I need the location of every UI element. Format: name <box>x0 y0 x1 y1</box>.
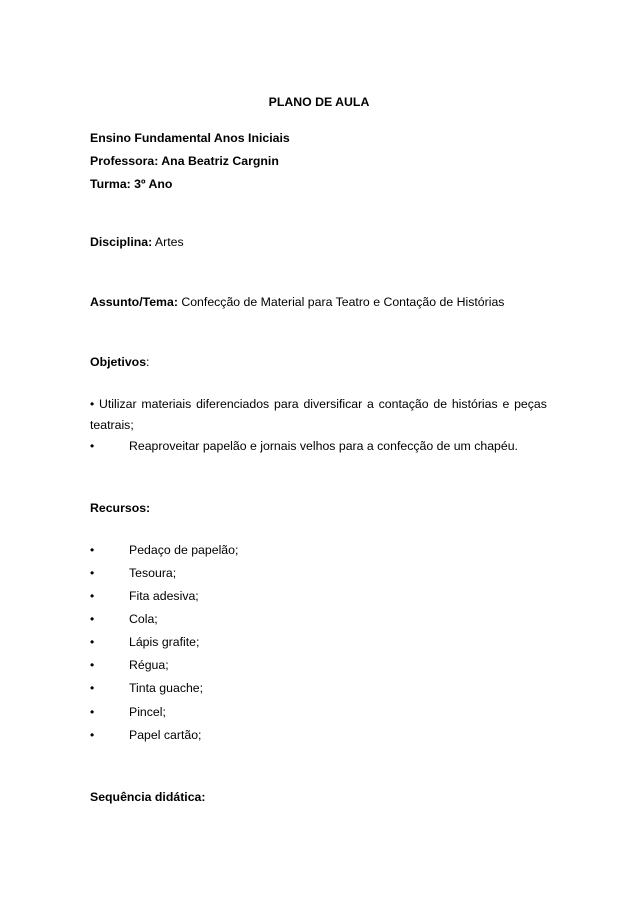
objective-item-1 <box>90 396 547 412</box>
objective-word: diversificar <box>303 397 363 411</box>
resource-text: Pincel; <box>129 705 166 719</box>
document-title: PLANO DE AULA <box>268 95 370 109</box>
bullet-icon: • <box>90 658 95 672</box>
objective-word: materiais <box>141 397 192 411</box>
resource-text: Papel cartão; <box>129 728 202 742</box>
objective-item-2 <box>90 438 518 454</box>
objective-word: contação <box>378 397 429 411</box>
discipline-line <box>90 234 184 250</box>
resource-text: Régua; <box>129 658 169 672</box>
discipline-value: Artes <box>152 235 184 249</box>
resource-text: Tesoura; <box>129 566 177 580</box>
school-level: Ensino Fundamental Anos Iniciais <box>90 131 290 145</box>
bullet-icon: • <box>90 566 95 580</box>
objective-word: para <box>274 397 299 411</box>
resource-item <box>90 588 199 604</box>
resources-heading: Recursos: <box>90 501 151 515</box>
subject-line <box>90 294 504 310</box>
bullet-icon: • <box>90 728 95 742</box>
objectives-suffix: : <box>146 355 150 369</box>
resource-item <box>90 680 203 696</box>
bullet-icon: • <box>90 681 95 695</box>
bullet-icon: • <box>90 635 95 649</box>
bullet-icon: • <box>90 589 95 603</box>
sequence-heading: Sequência didática: <box>90 790 206 804</box>
bullet-icon: • <box>90 397 95 411</box>
class-grade: Turma: 3º Ano <box>90 177 173 191</box>
resource-item <box>90 634 199 650</box>
bullet-icon: • <box>90 543 95 557</box>
objective-word: histórias <box>451 397 498 411</box>
resource-text: Cola; <box>129 612 158 626</box>
objective-word: diferenciados <box>196 397 270 411</box>
subject-label: Assunto/Tema: <box>90 295 178 309</box>
discipline-label: Disciplina: <box>90 235 153 249</box>
objective-item-1-continuation: teatrais; <box>90 418 134 432</box>
objective-word: de <box>433 397 448 411</box>
objectives-label: Objetivos <box>90 355 147 369</box>
objective-text: Reaproveitar papelão e jornais velhos para a confecção de um chapéu. <box>129 439 518 453</box>
objective-word: a <box>367 397 374 411</box>
resource-item <box>90 727 201 743</box>
resource-item <box>90 565 176 581</box>
bullet-icon: • <box>90 612 95 626</box>
resource-text: Tinta guache; <box>129 681 204 695</box>
resource-item <box>90 542 238 558</box>
resource-text: Pedaço de papelão; <box>129 543 239 557</box>
bullet-icon: • <box>90 439 95 453</box>
resource-text: Fita adesiva; <box>129 589 199 603</box>
objective-word: Utilizar <box>99 397 137 411</box>
subject-value: Confecção de Material para Teatro e Contação de Histórias <box>177 295 505 309</box>
resource-item <box>90 611 158 627</box>
objectives-heading <box>90 354 149 370</box>
bullet-icon: • <box>90 705 95 719</box>
objective-word: peças <box>514 397 547 411</box>
teacher-name: Professora: Ana Beatriz Cargnin <box>90 154 279 168</box>
resource-item <box>90 704 166 720</box>
resource-item <box>90 657 169 673</box>
resource-text: Lápis grafite; <box>129 635 200 649</box>
objective-word: e <box>502 397 510 411</box>
